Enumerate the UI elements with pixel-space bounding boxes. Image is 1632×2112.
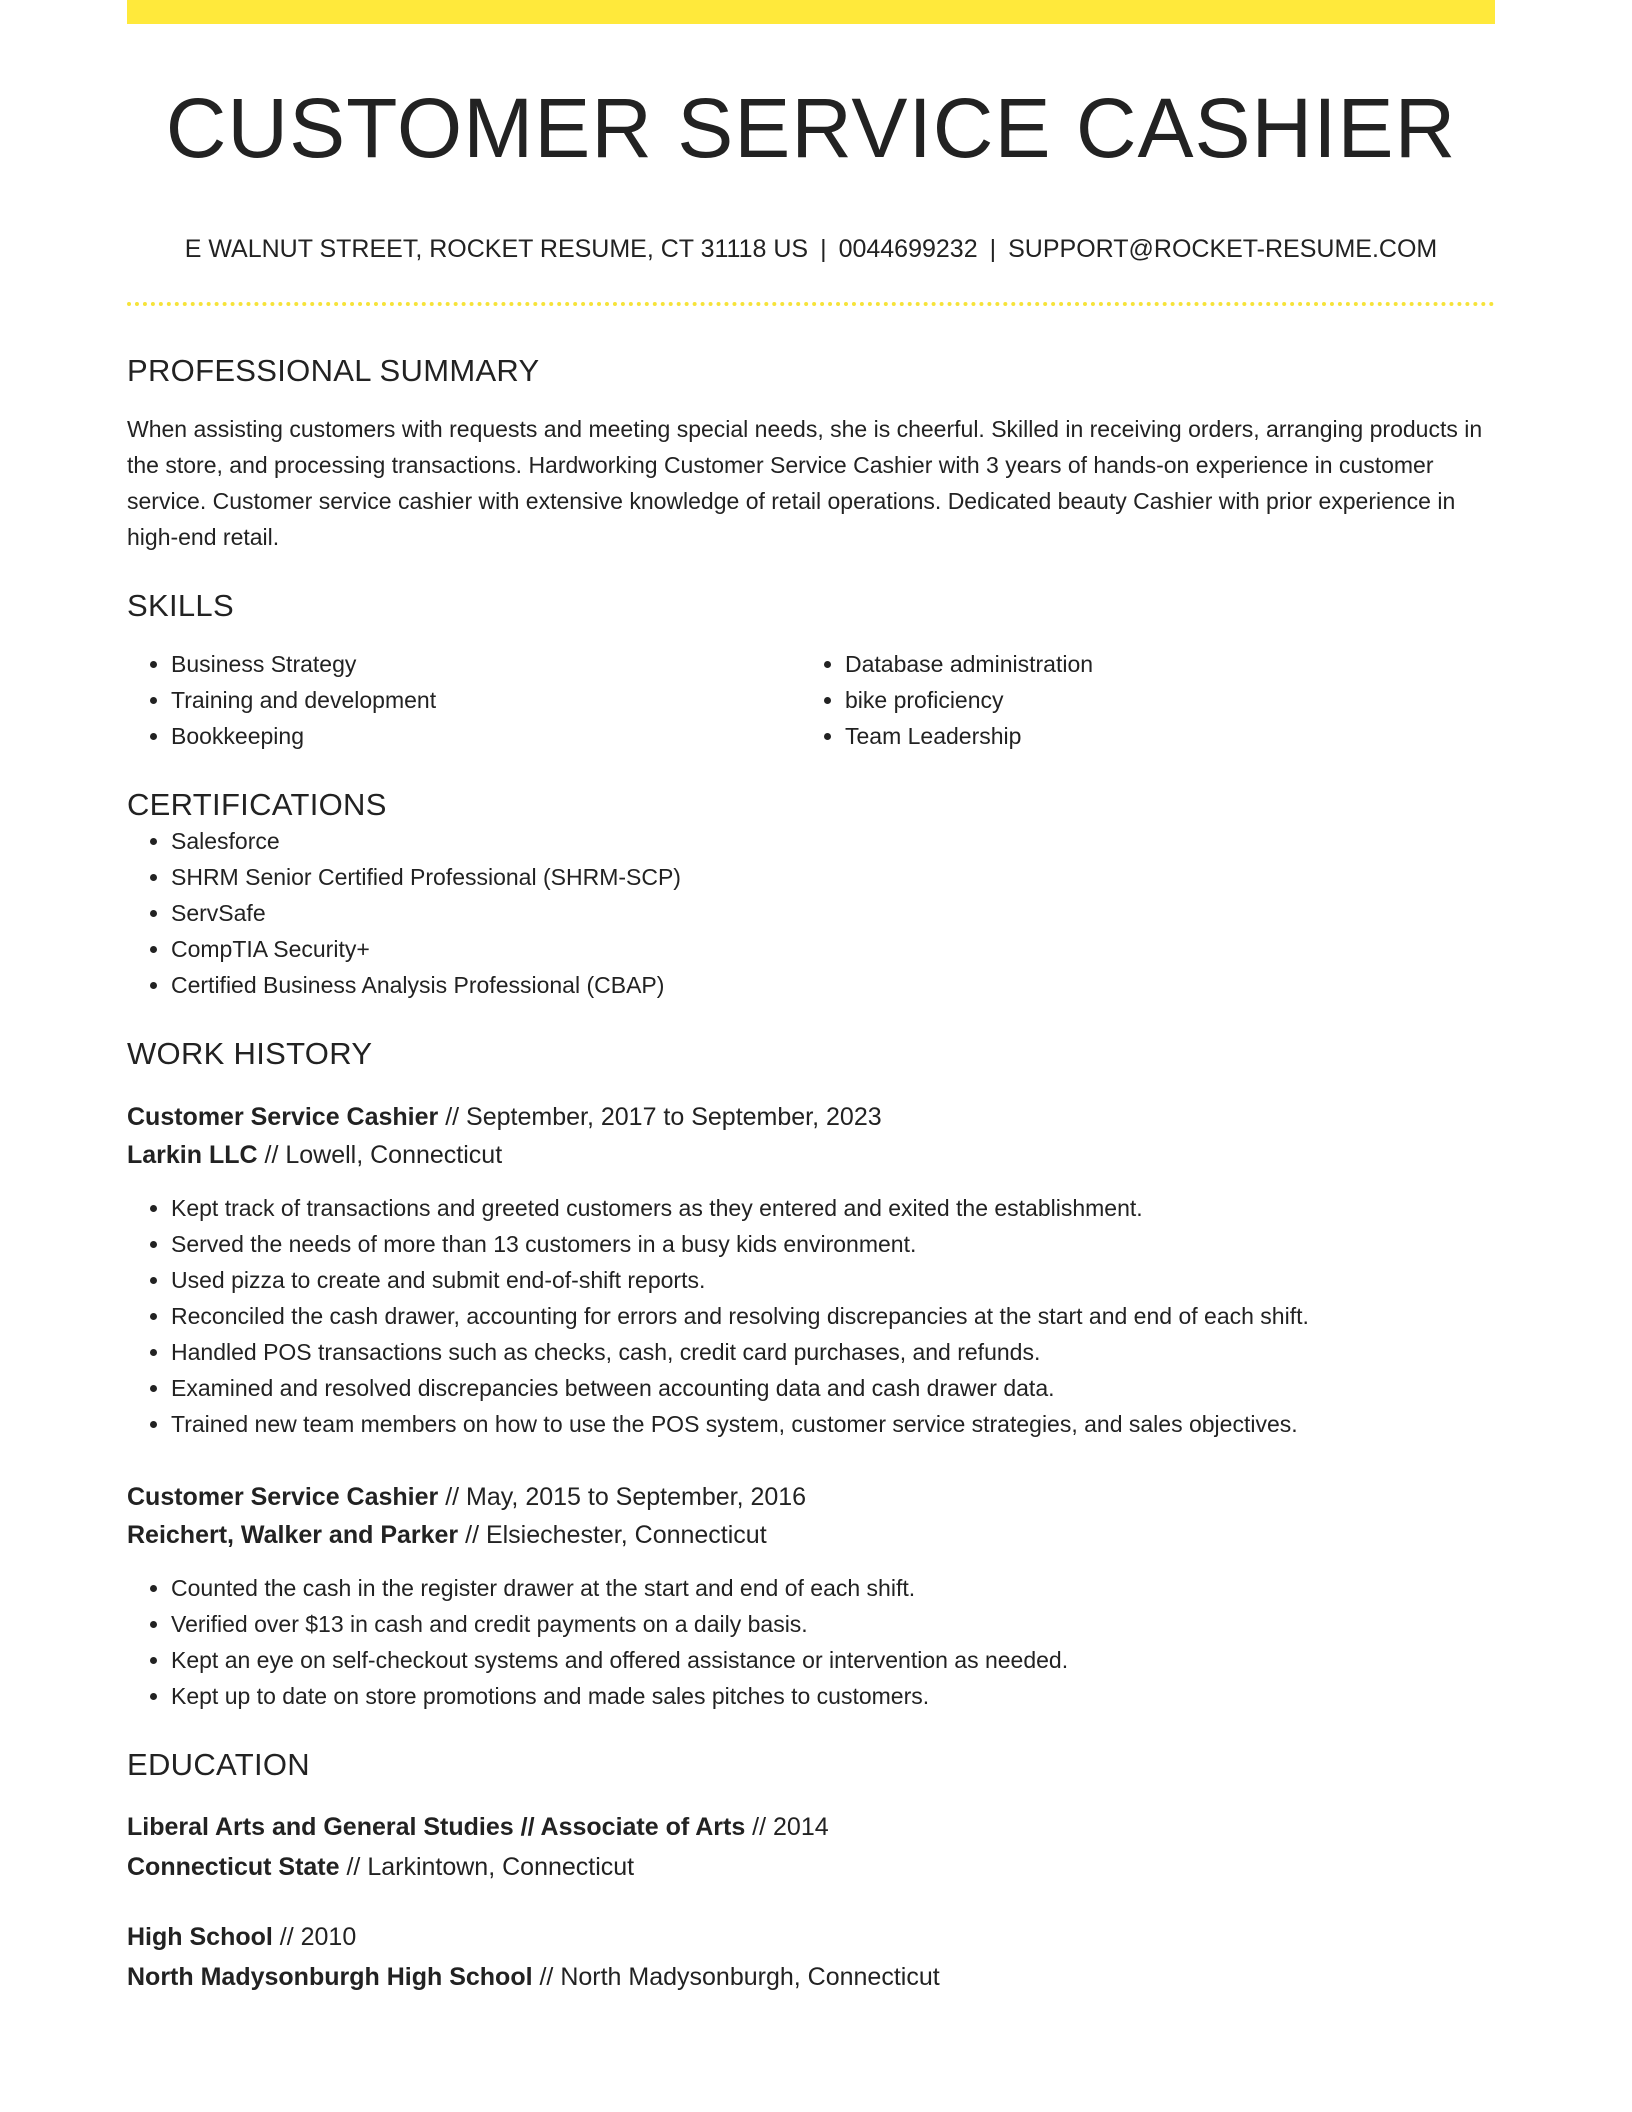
job-duties-list: [127, 1570, 1495, 1714]
certification-item: • Certified Business Analysis Professional (CBAP): [171, 967, 1495, 1003]
job-dates: // May, 2015 to September, 2016: [438, 1483, 807, 1512]
skill-item: • Bookkeeping: [171, 718, 801, 754]
job-duty-item: • Reconciled the cash drawer, accounting for errors and resolving discrepancies at the start and end of each shift.: [171, 1298, 1495, 1334]
contact-phone: 0044699232: [838, 235, 978, 264]
section-title-certifications: CERTIFICATIONS: [127, 786, 387, 822]
education-location: // North Madysonburgh, Connecticut: [532, 1963, 940, 1992]
skills-grid: [127, 646, 1495, 754]
job-location: // Elsiechester, Connecticut: [458, 1521, 767, 1550]
resume-page: [127, 0, 1495, 1997]
contact-separator: |: [989, 235, 997, 264]
job-company-line: [127, 1136, 1495, 1174]
dotted-divider: [127, 302, 1495, 306]
job-duty-item: • Served the needs of more than 13 customers in a busy kids environment.: [171, 1226, 1495, 1262]
job-company: Reichert, Walker and Parker: [127, 1521, 459, 1550]
job-entry: [127, 1478, 1495, 1714]
education-degree: High School: [127, 1923, 273, 1952]
education-school: Connecticut State: [127, 1853, 340, 1882]
job-duties-list: [127, 1190, 1495, 1442]
accent-top-bar: [127, 0, 1495, 24]
job-location: // Lowell, Connecticut: [257, 1141, 503, 1170]
job-duty-item: • Kept an eye on self-checkout systems and offered assistance or intervention as needed.: [171, 1642, 1495, 1678]
job-duty-item: • Trained new team members on how to use the POS system, customer service strategies, and sales objectives.: [171, 1406, 1495, 1442]
contact-line: [127, 234, 1495, 264]
section-title-summary: PROFESSIONAL SUMMARY: [127, 353, 540, 389]
skills-list-right: [801, 646, 1475, 754]
job-duty-item: • Counted the cash in the register drawer at the start and end of each shift.: [171, 1570, 1495, 1606]
skill-item: • Database administration: [845, 646, 1475, 682]
job-company: Larkin LLC: [127, 1141, 258, 1170]
job-position-line: [127, 1478, 1495, 1516]
job-duty-item: • Handled POS transactions such as checks, cash, credit card purchases, and refunds.: [171, 1334, 1495, 1370]
certifications-list: [127, 823, 1495, 1003]
job-position-line: [127, 1098, 1495, 1136]
job-duty-item: • Kept track of transactions and greeted customers as they entered and exited the establishment.: [171, 1190, 1495, 1226]
skill-item: • Team Leadership: [845, 718, 1475, 754]
skills-column-left: [127, 646, 801, 754]
job-duty-item: • Examined and resolved discrepancies between accounting data and cash drawer data.: [171, 1370, 1495, 1406]
skill-item: • bike proficiency: [845, 682, 1475, 718]
skill-item: • Training and development: [171, 682, 801, 718]
education-degree-line: [127, 1807, 1495, 1847]
job-duty-item: • Used pizza to create and submit end-of-shift reports.: [171, 1262, 1495, 1298]
education-year: // 2010: [272, 1923, 357, 1952]
education-school-line: [127, 1957, 1495, 1997]
contact-email: SUPPORT@ROCKET-RESUME.COM: [1008, 235, 1438, 264]
education-entry: [127, 1917, 1495, 1997]
job-company-line: [127, 1516, 1495, 1554]
section-title-skills: SKILLS: [127, 587, 234, 623]
certification-item: • CompTIA Security+: [171, 931, 1495, 967]
certification-item: • Salesforce: [171, 823, 1495, 859]
education-school-line: [127, 1847, 1495, 1887]
education-degree: Liberal Arts and General Studies // Associate of Arts: [127, 1813, 746, 1842]
job-entry: [127, 1098, 1495, 1442]
skills-column-right: [801, 646, 1475, 754]
education-year: // 2014: [745, 1813, 829, 1842]
skills-list-left: [127, 646, 801, 754]
job-position: Customer Service Cashier: [127, 1103, 439, 1132]
job-duty-item: • Kept up to date on store promotions and made sales pitches to customers.: [171, 1678, 1495, 1714]
education-entry: [127, 1807, 1495, 1887]
job-duty-item: • Verified over $13 in cash and credit payments on a daily basis.: [171, 1606, 1495, 1642]
education-location: // Larkintown, Connecticut: [339, 1853, 635, 1882]
section-title-work-history: WORK HISTORY: [127, 1035, 373, 1071]
education-school: North Madysonburgh High School: [127, 1963, 533, 1992]
resume-name-title: CUSTOMER SERVICE CASHIER: [165, 81, 1457, 175]
job-dates: // September, 2017 to September, 2023: [438, 1103, 882, 1132]
certification-item: • SHRM Senior Certified Professional (SHRM-SCP): [171, 859, 1495, 895]
job-position: Customer Service Cashier: [127, 1483, 439, 1512]
contact-separator: |: [820, 235, 827, 264]
summary-paragraph: When assisting customers with requests and meeting special needs, she is cheerful. Skilled in receiving orders, arranging products in the store, and processing transactions. Hardworking Customer Service Cashier with 3 years of hands-on experience in customer service. Customer service cashier with extensive knowledge of retail operations. Dedicated beauty Cashier with prior experience in high-end retail.: [127, 415, 1483, 550]
skill-item: • Business Strategy: [171, 646, 801, 682]
education-degree-line: [127, 1917, 1495, 1957]
certification-item: • ServSafe: [171, 895, 1495, 931]
contact-address: E WALNUT STREET, ROCKET RESUME, CT 31118 US: [184, 235, 809, 264]
section-title-education: EDUCATION: [127, 1747, 310, 1783]
